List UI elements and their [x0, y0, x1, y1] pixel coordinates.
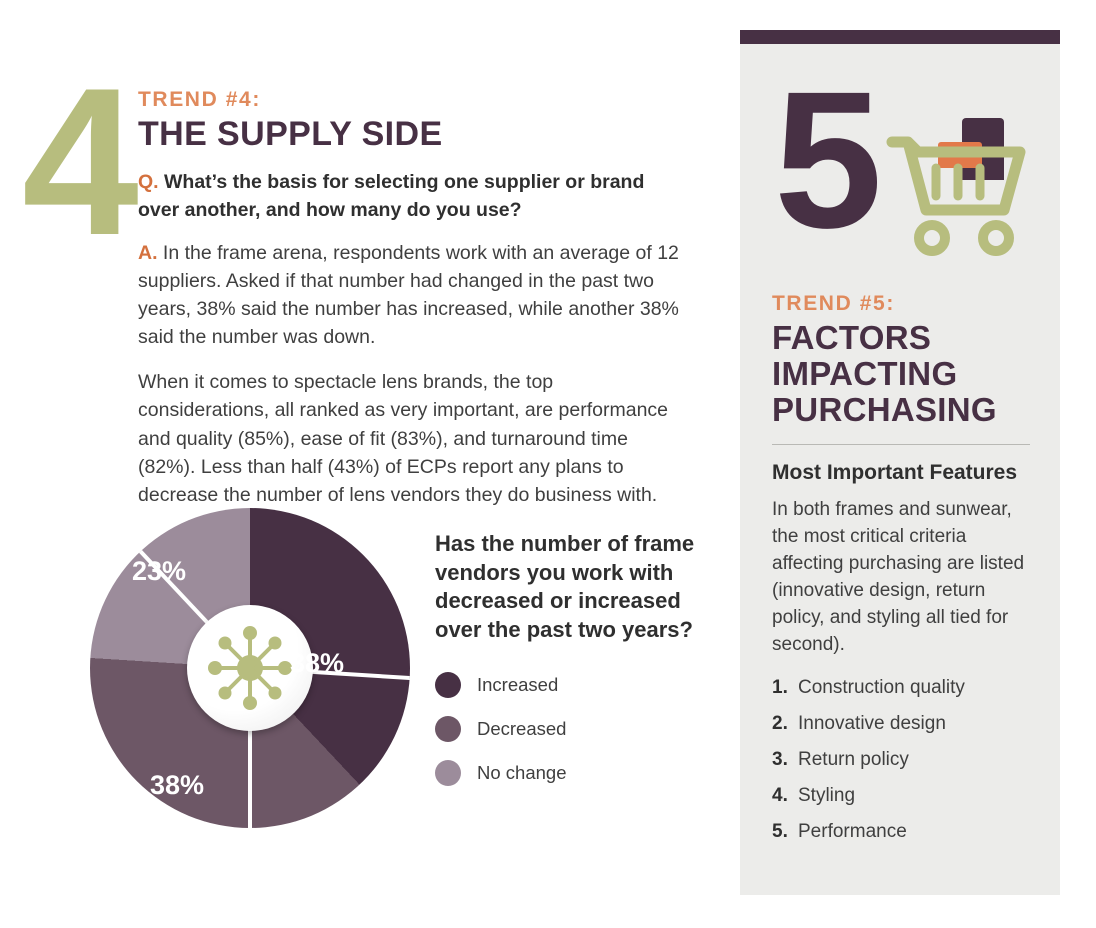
rank-label: Construction quality	[798, 676, 965, 698]
trend-4-answer-block	[138, 240, 686, 352]
shopping-cart-icon	[870, 98, 1035, 278]
ranked-feature-2	[772, 713, 1030, 735]
rank-label: Styling	[798, 784, 856, 806]
ranked-feature-4	[772, 785, 1030, 807]
legend-item-decreased	[435, 716, 700, 742]
ranked-feature-5	[772, 821, 1030, 843]
trend-5-label: TREND #5:	[772, 292, 895, 315]
vendor-pie-chart	[90, 508, 700, 868]
rank-number: 1.	[772, 676, 788, 698]
rank-label: Performance	[798, 820, 907, 842]
divider	[772, 444, 1030, 445]
chart-legend-area	[435, 530, 700, 804]
ranked-feature-3	[772, 749, 1030, 771]
trend-5-content	[772, 292, 1030, 857]
question-marker: Q.	[138, 170, 159, 193]
legend-label-nochange: No change	[477, 762, 567, 784]
legend-swatch-decreased	[435, 716, 461, 742]
answer-text: In the frame arena, respondents work with an average of 12 suppliers. Asked if that number had changed in the past two years, 38% said the number has increased, while another 38% said the number was down.	[138, 242, 679, 349]
legend-swatch-increased	[435, 672, 461, 698]
rank-number: 2.	[772, 712, 788, 734]
legend-label-decreased: Decreased	[477, 718, 567, 740]
features-paragraph: In both frames and sunwear, the most critical criteria affecting purchasing are listed (innovative design, return policy, and styling all tied for second).	[772, 498, 1025, 655]
trend-5-section	[740, 30, 1060, 895]
rank-label: Innovative design	[798, 712, 946, 734]
trend-5-numeral: 5	[774, 51, 879, 269]
rank-number: 3.	[772, 748, 788, 770]
legend-item-nochange	[435, 760, 700, 786]
trend-4-paragraph-2: When it comes to spectacle lens brands, the top considerations, all ranked as very important, are performance and quality (85%), ease of fit (83%), and turnaround time (82%). Less than half (43%) of ECPs report any plans to decrease the number of lens vendors they do business with.	[138, 370, 669, 507]
pie-label-increased: 38%	[290, 648, 345, 678]
panel-top-bar	[740, 30, 1060, 44]
rank-label: Return policy	[798, 748, 909, 770]
trend-4-numeral: 4	[22, 44, 133, 279]
ranked-feature-1	[772, 677, 1030, 699]
pie-graphic	[90, 508, 410, 828]
legend-item-increased	[435, 672, 700, 698]
rank-number: 4.	[772, 784, 788, 806]
question-text: What’s the basis for selecting one supplier or brand over another, and how many do you use?	[138, 170, 645, 221]
legend-label-increased: Increased	[477, 674, 559, 696]
answer-marker: A.	[138, 242, 158, 265]
pie-label-decreased: 38%	[150, 770, 205, 800]
rank-number: 5.	[772, 820, 788, 842]
pie-label-nochange: 23%	[132, 556, 187, 586]
features-heading: Most Important Features	[772, 460, 1018, 484]
chart-question: Has the number of frame vendors you work with decreased or increased over the past two years?	[435, 531, 695, 642]
trend-4-label: TREND #4:	[138, 88, 261, 111]
trend-4-title: THE SUPPLY SIDE	[138, 115, 443, 153]
trend-5-title: FACTORS IMPACTING PURCHASING	[772, 319, 997, 428]
trend-4-content	[138, 88, 686, 525]
legend-swatch-nochange	[435, 760, 461, 786]
trend-4-question-block	[138, 169, 686, 225]
